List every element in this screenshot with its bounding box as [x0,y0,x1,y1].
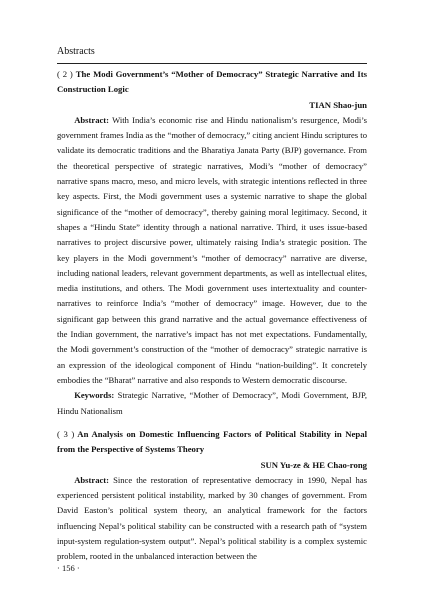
page-number: · 156 · [57,563,80,573]
header-rule [57,63,367,64]
article-2-abstract-text: With India’s economic rise and Hindu nationalism’s resurgence, Modi’s government frames India as the “mother of democracy,” citing ancient Hindu scriptures to validate its democratic traditions and the Bharatiya Janata Party (BJP) governance. From the theoretical perspective of strategic narratives, Modi’s “mother of democracy” narrative spans macro, meso, and micro levels, with strategic intentions reflected in three key aspects. First, the Modi government uses a systemic narrative to shape the global significance of the “mother of democracy”, thereby gaining moral legitimacy. Second, it shapes a “Hindu State” identity through a national narrative. Third, it uses issue-based narratives to project discursive power, ultimately raising India’s strategic position. The key players in the Modi government’s “mother of democracy” narrative are diverse, including national leaders, relevant government departments, as well as intellectual elites, media institutions, and others. The Modi government uses intertextuality and counter-narratives to reinforce India’s “mother of democracy” image. However, due to the significant gap between this grand narrative and the actual governance effectiveness of the Indian government, the narrative’s impact has not met expectations. Fundamentally, the Modi government’s construction of the “mother of democracy” strategic narrative is an expression of the ideological component of Hindu “nation-building”. It concretely embodies the “Bharat” narrative and also responds to Western democratic discourse. [57,114,367,385]
article-2-keywords [57,388,367,419]
article-2-abstract [57,113,367,388]
article-2-abstract-label: Abstract: [74,114,110,125]
article-3-title: An Analysis on Domestic Influencing Factors of Political Stability in Nepal from the Perspective of Systems Theory [57,429,367,455]
article-2-title: The Modi Government’s “Mother of Democracy” Strategic Narrative and Its Construction Logic [57,69,367,95]
article-3-abstract-label: Abstract: [74,474,110,485]
section-header: Abstracts [57,46,95,57]
article-3-number: ( 3 ) [57,429,75,439]
article-3-author: SUN Yu-ze & HE Chao-rong [260,459,367,470]
article-3-abstract-text: Since the restoration of representative democracy in 1990, Nepal has experienced persistent political instability, marked by 30 changes of government. From David Easton’s political system theory, an analytical framework for the factors influencing Nepal’s political stability can be constructed with a research path of “system input-system regulation-system output”. Nepal’s political stability is a complex systemic problem, rooted in the unbalanced interaction between the [57,474,367,562]
article-3-abstract [57,473,367,565]
article-2-number: ( 2 ) [57,69,73,79]
article-2-title-line [57,67,367,98]
article-2-keywords-text: Strategic Narrative, “Mother of Democracy”, Modi Government, BJP, Hindu Nationalism [57,390,367,416]
article-2 [57,67,367,419]
article-3 [57,427,367,565]
article-3-title-line [57,427,367,458]
article-2-keywords-label: Keywords: [74,390,115,401]
article-2-author: TIAN Shao-jun [309,99,367,110]
